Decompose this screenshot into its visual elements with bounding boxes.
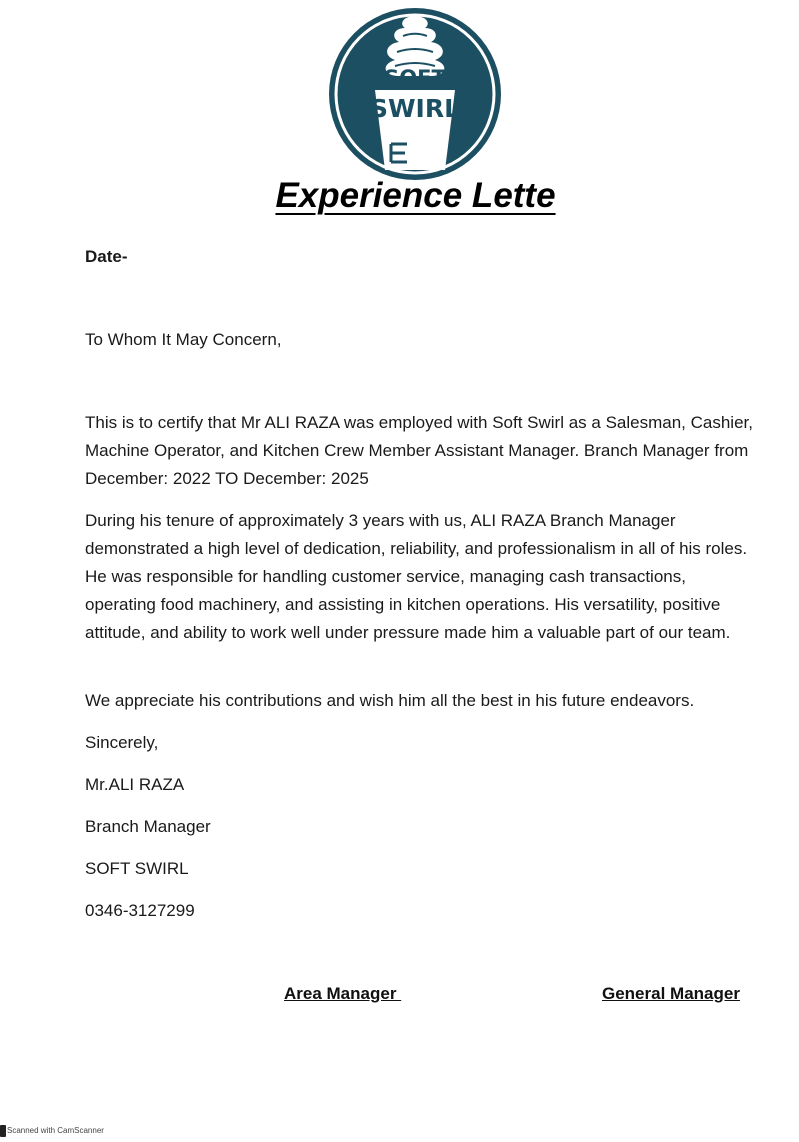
paragraph-employment: This is to certify that Mr ALI RAZA was employed with Soft Swirl as a Salesman, Cashier, Machine Operator, and Kitchen Crew Member Assistant Manager. Branch Manager from December: 2022 TO December: 2025 — [85, 413, 753, 488]
signatory-name: Mr.ALI RAZA — [85, 775, 185, 794]
logo-text-soft: SOFT — [384, 66, 446, 90]
logo-text-swirl: SWIRL — [369, 94, 461, 123]
soft-swirl-logo — [327, 6, 503, 182]
camscanner-icon — [0, 1125, 6, 1137]
salutation: To Whom It May Concern, — [85, 330, 282, 349]
area-manager-label: Area Manager — [284, 984, 402, 1003]
signatory-title: Branch Manager — [85, 817, 211, 836]
closing: Sincerely, — [85, 733, 159, 752]
signatory-company: SOFT SWIRL — [85, 859, 189, 878]
letter-title-wrap — [0, 176, 799, 216]
letter-title: Experience Lette — [275, 176, 556, 215]
date-label: Date- — [85, 247, 128, 266]
general-manager-label: General Manager — [602, 984, 740, 1003]
scanner-watermark-text: Scanned with CamScanner — [7, 1126, 104, 1135]
signatory-phone: 0346-3127299 — [85, 901, 195, 920]
paragraph-tenure: During his tenure of approximately 3 years with us, ALI RAZA Branch Manager demonstrated a high level of dedication, reliability, and professionalism in all of his roles. He was responsible for handling customer service, managing cash transactions, operating food machinery, and assisting in kitchen operations. His versatility, positive attitude, and ability to work well under pressure made him a valuable part of our team. — [85, 511, 748, 642]
paragraph-appreciation: We appreciate his contributions and wish him all the best in his future endeavors. — [85, 691, 695, 710]
scanner-watermark — [0, 1124, 110, 1138]
